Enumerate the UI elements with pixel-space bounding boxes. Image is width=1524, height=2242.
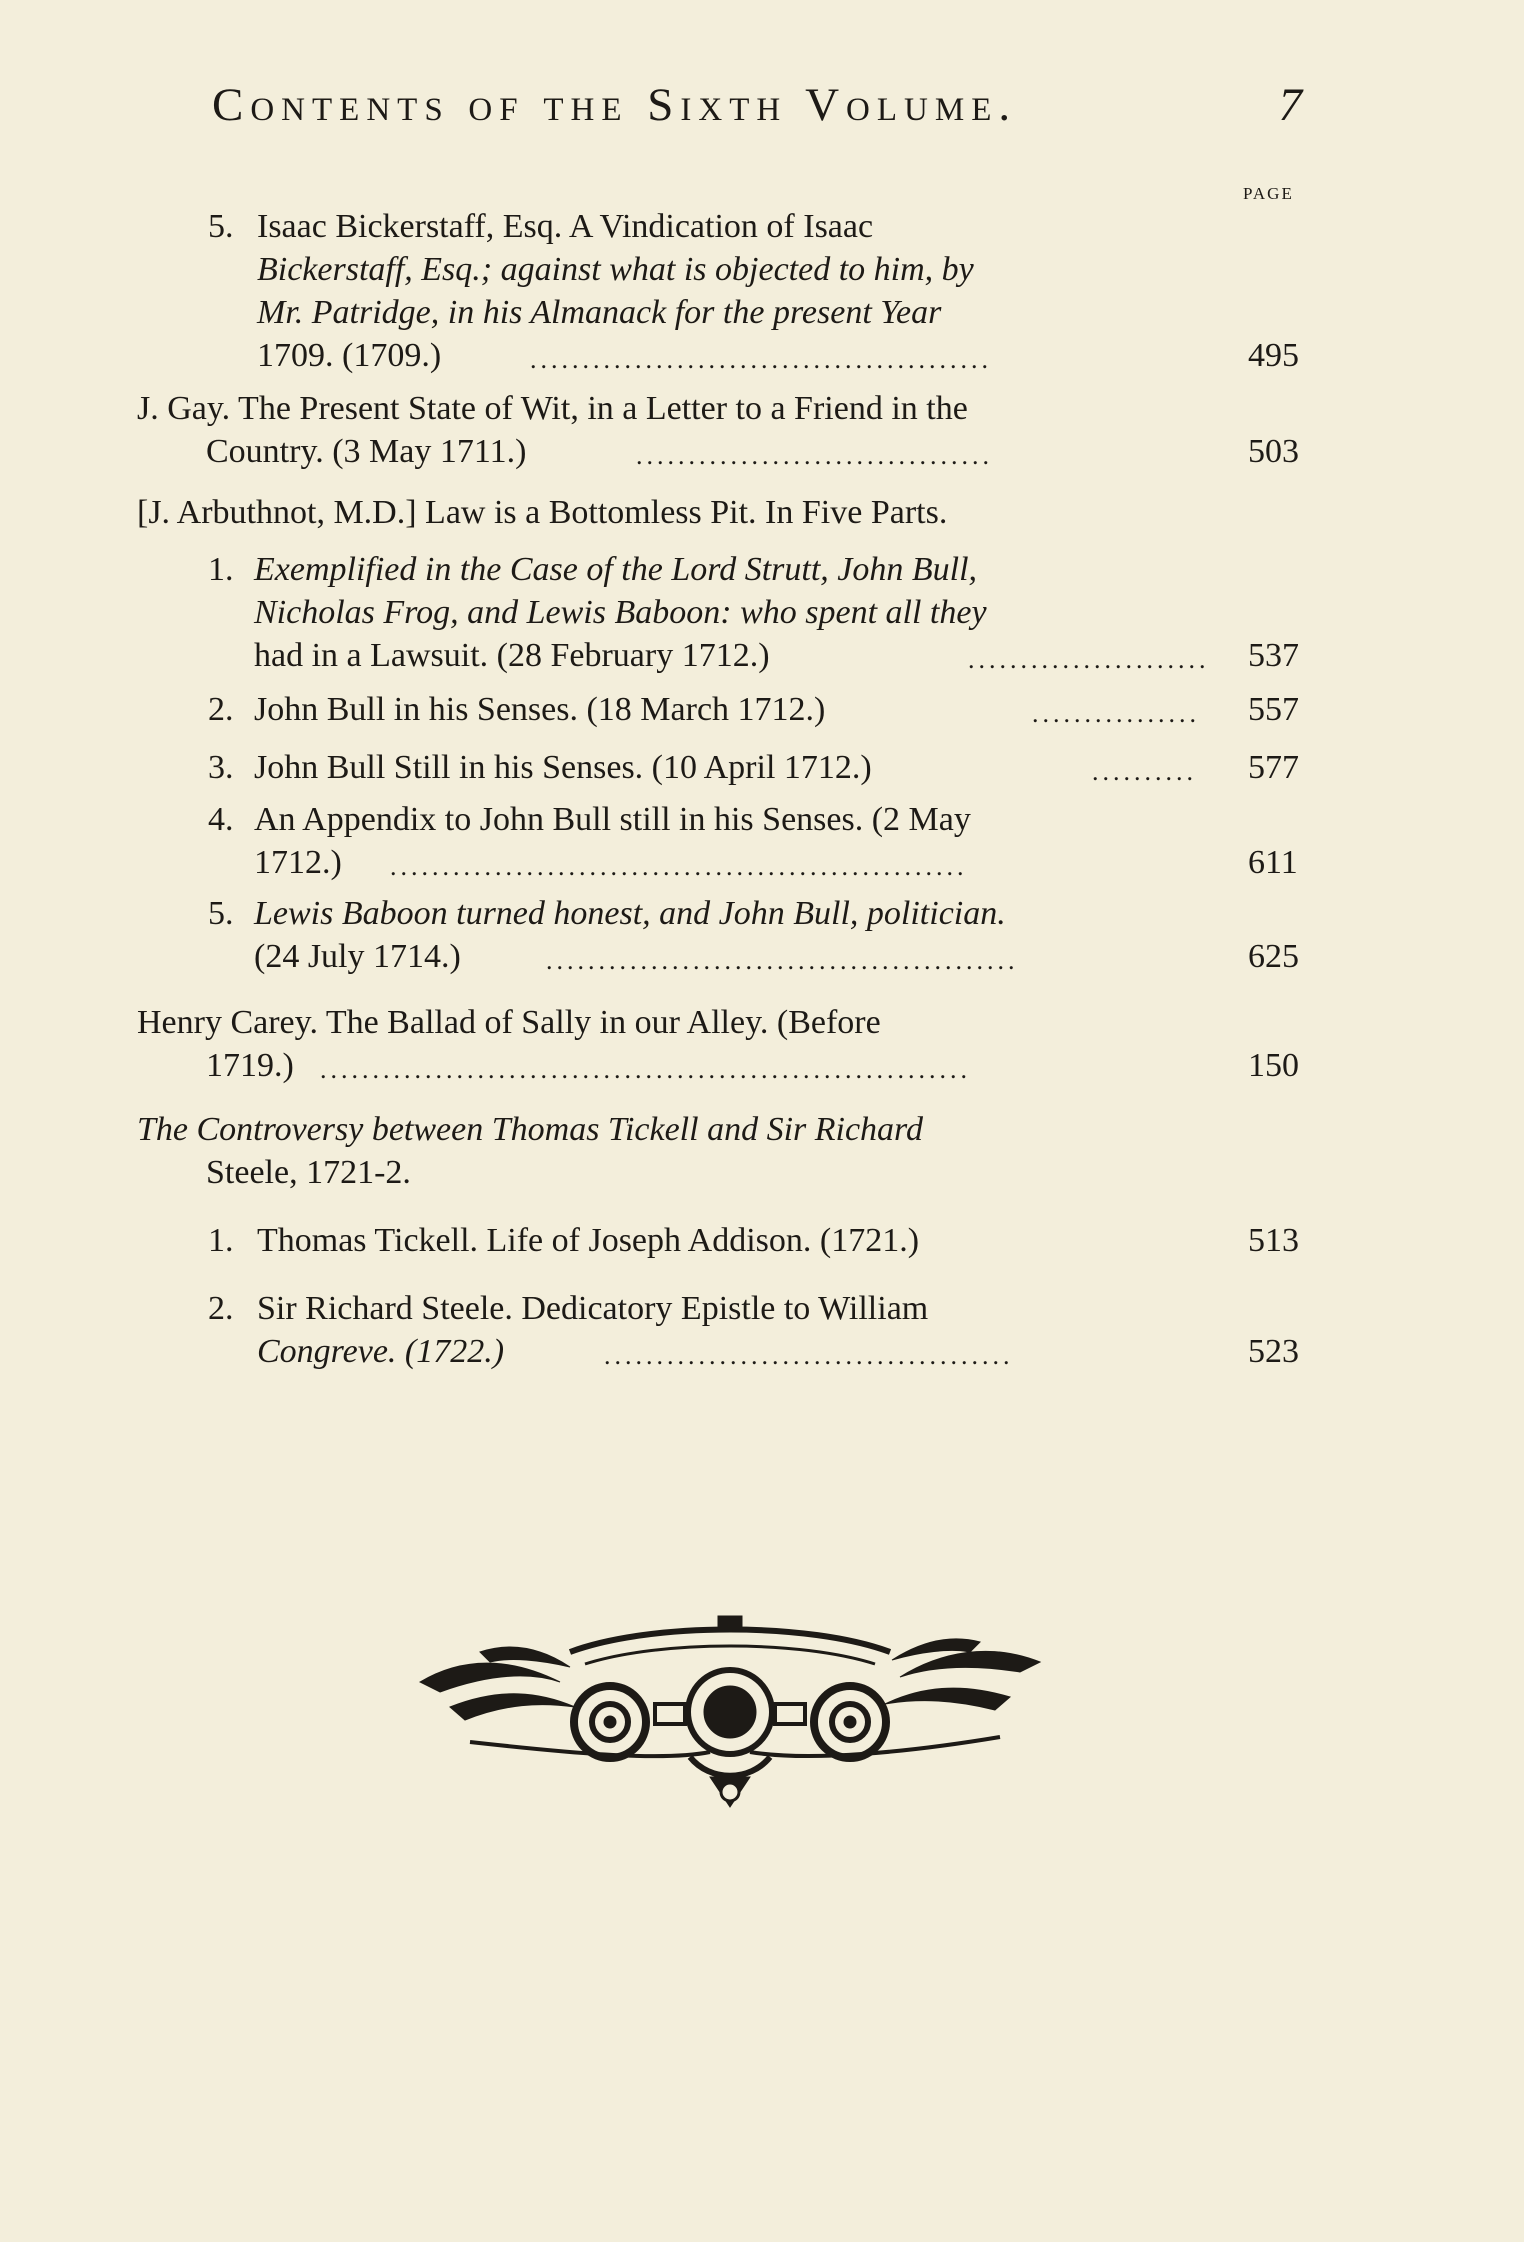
entry-line: Country. (3 May 1711.)	[206, 433, 527, 470]
dot-leader: ............................................	[530, 345, 992, 374]
entry-page: 577	[1248, 749, 1299, 786]
entry-page: 625	[1248, 938, 1299, 975]
entry-number: 2.	[208, 691, 234, 728]
dot-leader: ..................................	[636, 441, 993, 470]
entry-line: Bickerstaff, Esq.; against what is objected to him, by	[257, 251, 974, 288]
dot-leader: ..............................................................	[320, 1055, 971, 1084]
dot-leader: .......................	[968, 645, 1210, 674]
entry-line: Isaac Bickerstaff, Esq. A Vindication of Isaac	[257, 208, 874, 245]
dot-leader: .............................................	[546, 946, 1019, 975]
entry-number: 4.	[208, 801, 234, 838]
dot-leader: ..........	[1092, 757, 1197, 786]
entry-number: 2.	[208, 1290, 234, 1327]
running-header	[212, 78, 1302, 132]
entry-line: Nicholas Frog, and Lewis Baboon: who spent all they	[254, 594, 987, 631]
entry-line: An Appendix to John Bull still in his Senses. (2 May	[254, 801, 971, 838]
entry-line: Mr. Patridge, in his Almanack for the present Year	[257, 294, 942, 331]
entry-number: 1.	[208, 551, 234, 588]
entry-line: [J. Arbuthnot, M.D.] Law is a Bottomless Pit. In Five Parts.	[137, 494, 948, 531]
entry-page: 557	[1248, 691, 1299, 728]
entry-line: Henry Carey. The Ballad of Sally in our Alley. (Before	[137, 1004, 881, 1041]
entry-number: 5.	[208, 208, 234, 245]
entry-line: John Bull Still in his Senses. (10 April 1712.)	[254, 749, 872, 786]
page-number: 7	[1278, 79, 1302, 131]
page-column-label: PAGE	[1243, 184, 1294, 203]
entry-page: 495	[1248, 337, 1299, 374]
entry-line: had in a Lawsuit. (28 February 1712.)	[254, 637, 770, 674]
entry-line: 1719.)	[206, 1047, 294, 1084]
dot-leader: ................	[1032, 699, 1200, 728]
volume-title: Contents of the Sixth Volume.	[212, 79, 1018, 131]
entry-line: 1709. (1709.)	[257, 337, 442, 374]
entry-line: 1712.)	[254, 844, 342, 881]
entry-number: 5.	[208, 895, 234, 932]
entry-line: Sir Richard Steele. Dedicatory Epistle to William	[257, 1290, 929, 1327]
entry-page: 150	[1248, 1047, 1299, 1084]
entry-line: Congreve. (1722.)	[257, 1333, 505, 1370]
entry-line: J. Gay. The Present State of Wit, in a Letter to a Friend in the	[137, 390, 968, 427]
entry-page: 513	[1248, 1222, 1299, 1259]
entry-number: 3.	[208, 749, 234, 786]
entry-line: Exemplified in the Case of the Lord Strutt, John Bull,	[254, 551, 978, 588]
entry-line: Thomas Tickell. Life of Joseph Addison. (1721.)	[257, 1222, 920, 1259]
entry-line: Steele, 1721-2.	[206, 1154, 411, 1191]
ornament-tailpiece	[410, 1612, 1050, 1812]
dot-leader: .......................................................	[390, 852, 968, 881]
entry-page: 503	[1248, 433, 1299, 470]
entry-line: The Controversy between Thomas Tickell and Sir Richard	[137, 1111, 924, 1148]
dot-leader: .......................................	[604, 1341, 1014, 1370]
entry-page: 611	[1248, 844, 1298, 881]
entry-number: 1.	[208, 1222, 234, 1259]
entry-line: John Bull in his Senses. (18 March 1712.)	[254, 691, 826, 728]
entry-line: Lewis Baboon turned honest, and John Bull, politician.	[254, 895, 1006, 932]
entry-page: 537	[1248, 637, 1299, 674]
entry-page: 523	[1248, 1333, 1299, 1370]
entry-line: (24 July 1714.)	[254, 938, 461, 975]
